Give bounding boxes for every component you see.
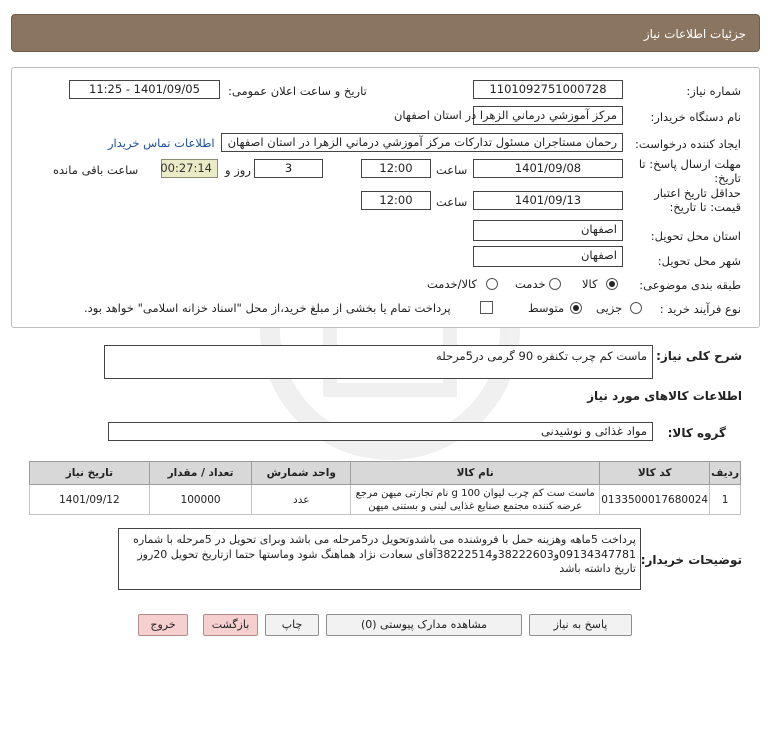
view-attachments-button[interactable]: مشاهده مدارک پیوستی (0) [326,614,522,636]
category-radio-both[interactable] [486,278,498,290]
creator-label: ایجاد کننده درخواست: [635,137,741,151]
need-number-label: شماره نیاز: [686,84,741,98]
col-index: ردیف [710,462,741,485]
buyer-org-field: مرکز آموزشي درماني الزهرا در استان اصفهان [473,106,623,125]
category-radio-service[interactable] [549,278,561,290]
print-button[interactable]: چاپ [265,614,319,636]
buyer-contact-link[interactable]: اطلاعات تماس خریدار [108,136,215,150]
treasury-payment-note: پرداخت تمام یا بخشی از مبلغ خرید،از محل "اسناد خزانه اسلامی" خواهد بود. [84,301,451,315]
exit-button[interactable]: خروج [138,614,188,636]
cell-date: 1401/09/12 [30,485,150,515]
need-number-field: 1101092751000728 [473,80,623,99]
goods-group-field: مواد غذائی و نوشیدنی [108,422,653,441]
process-radio-medium[interactable] [570,302,582,314]
table-row [30,485,741,515]
cell-name-line-1: ماست ست کم چرب لیوان 100 g نام تجارتی میهن مرجع [355,487,595,499]
description-label: توضیحات خریدار: [640,553,742,567]
goods-group-label: گروه کالا: [667,426,726,440]
cell-qty: 100000 [149,485,252,515]
city-field: اصفهان [473,246,623,267]
cell-name [351,485,600,515]
col-name: نام کالا [351,462,600,485]
validity-label-2: قیمت: تا تاریخ: [669,200,741,214]
col-date: تاریخ نیاز [30,462,150,485]
cell-code: 0133500017680024 [600,485,710,515]
validity-time-field: 12:00 [361,191,431,210]
remaining-label: ساعت باقی مانده [53,163,139,177]
reply-time-label: ساعت [436,163,468,177]
validity-time-label: ساعت [436,195,468,209]
days-label: روز و [225,163,251,177]
back-button[interactable]: بازگشت [203,614,258,636]
table-header-row [30,462,741,485]
process-label: نوع فرآیند خرید : [659,302,741,316]
days-field: 3 [254,159,323,178]
announce-field: 1401/09/05 - 11:25 [69,80,220,99]
treasury-payment-checkbox[interactable] [480,301,493,314]
validity-date-field: 1401/09/13 [473,191,623,210]
cell-name-line-2: عرضه کننده مجتمع صنایع غذایی لبنی و بستنی میهن [368,500,583,512]
col-code: کد کالا [600,462,710,485]
reply-date-field: 1401/09/08 [473,159,623,178]
province-field: اصفهان [473,220,623,241]
summary-label: شرح کلی نیاز: [656,349,742,363]
process-option-minor: جزیی [596,301,623,315]
cell-unit: عدد [252,485,351,515]
page-title: جزئیات اطلاعات نیاز [643,27,746,41]
page-header [11,14,760,52]
category-option-both: کالا/خدمت [427,277,478,291]
reply-deadline-label: مهلت ارسال پاسخ: تا [638,157,741,171]
col-unit: واحد شمارش [252,462,351,485]
reply-time-field: 12:00 [361,159,431,178]
cell-index: 1 [710,485,741,515]
category-option-service: خدمت [515,277,546,291]
category-radio-goods[interactable] [606,278,618,290]
validity-label: حداقل تاریخ اعتبار [654,186,741,200]
category-label: طبقه بندی موضوعی: [639,278,741,292]
creator-field: رحمان مستاجران مسئول تدارکات مرکز آموزشي درماني الزهرا در استان اصفهان [221,133,623,152]
process-option-medium: متوسط [528,301,565,315]
announce-label: تاریخ و ساعت اعلان عمومی: [228,84,367,98]
goods-table [29,461,741,515]
goods-info-title: اطلاعات کالاهای مورد نیاز [587,389,742,403]
province-label: استان محل تحویل: [650,229,741,243]
process-radio-minor[interactable] [630,302,642,314]
reply-button[interactable]: پاسخ به نیاز [529,614,632,636]
summary-field: ماست کم چرب تکنفره 90 گرمی در5مرحله [104,345,653,379]
remaining-timer: 00:27:14 [161,159,218,178]
reply-deadline-label-2: تاریخ: [714,171,741,185]
buyer-org-label: نام دستگاه خریدار: [650,110,741,124]
col-qty: تعداد / مقدار [149,462,252,485]
description-field: پرداخت 5ماهه وهزینه حمل با فروشنده می باشدوتحویل در5مرحله می باشد وبرای تحویل در 5مرحله با شماره 09134347781و38222603و38222514آقای سعادت نژاد هماهنگ شود وماستها حتما ازتاریخ تحویل 20روز تاریخ داشته باشد [118,528,641,590]
category-option-goods: کالا [582,277,598,291]
city-label: شهر محل تحویل: [657,254,741,268]
